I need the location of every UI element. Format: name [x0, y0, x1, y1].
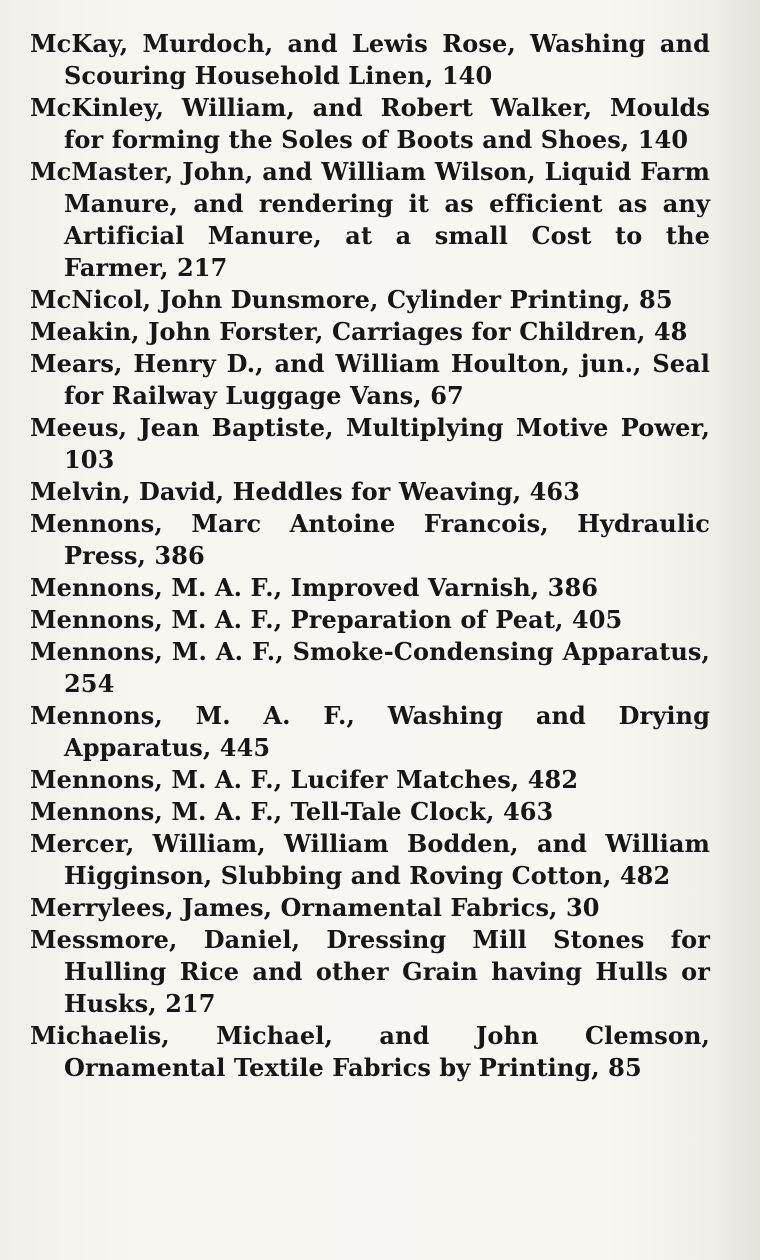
page-edge-shadow: [714, 0, 760, 1260]
index-entry: Mennons, M. A. F., Lucifer Matches, 482: [30, 765, 579, 794]
index-entry: Mennons, M. A. F., Improved Varnish, 386: [30, 573, 599, 602]
index-entry: McMaster, John, and William Wilson, Liquid Farm Manure, and rendering it as efficient as any Artificial Manure, at a small Cost to the Farmer, 217: [30, 157, 710, 282]
index-entry: Meeus, Jean Baptiste, Multiplying Motive Power, 103: [30, 413, 710, 474]
index-entry: Mears, Henry D., and William Houlton, jun., Seal for Railway Luggage Vans, 67: [30, 349, 710, 410]
index-entry: Michaelis, Michael, and John Clemson, Ornamental Textile Fabrics by Printing, 85: [30, 1021, 710, 1082]
index-entry: McKinley, William, and Robert Walker, Moulds for forming the Soles of Boots and Shoes, 140: [30, 93, 710, 154]
index-entry: Mennons, M. A. F., Tell-Tale Clock, 463: [30, 797, 554, 826]
index-entry: Meakin, John Forster, Carriages for Children, 48: [30, 317, 688, 346]
index-entry: McNicol, John Dunsmore, Cylinder Printing, 85: [30, 285, 673, 314]
patent-index-list: [30, 28, 710, 1084]
index-entry: Messmore, Daniel, Dressing Mill Stones for Hulling Rice and other Grain having Hulls or Husks, 217: [30, 925, 710, 1018]
index-entry: McKay, Murdoch, and Lewis Rose, Washing and Scouring Household Linen, 140: [30, 29, 710, 90]
index-entry: Melvin, David, Heddles for Weaving, 463: [30, 477, 581, 506]
index-entry: Mercer, William, William Bodden, and William Higginson, Slubbing and Roving Cotton, 482: [30, 829, 710, 890]
index-entry: Merrylees, James, Ornamental Fabrics, 30: [30, 893, 600, 922]
index-entry: Mennons, M. A. F., Washing and Drying Apparatus, 445: [30, 701, 710, 762]
index-entry: Mennons, M. A. F., Smoke-Condensing Apparatus, 254: [30, 637, 710, 698]
index-entry: Mennons, M. A. F., Preparation of Peat, 405: [30, 605, 623, 634]
index-entry: Mennons, Marc Antoine Francois, Hydraulic Press, 386: [30, 509, 710, 570]
